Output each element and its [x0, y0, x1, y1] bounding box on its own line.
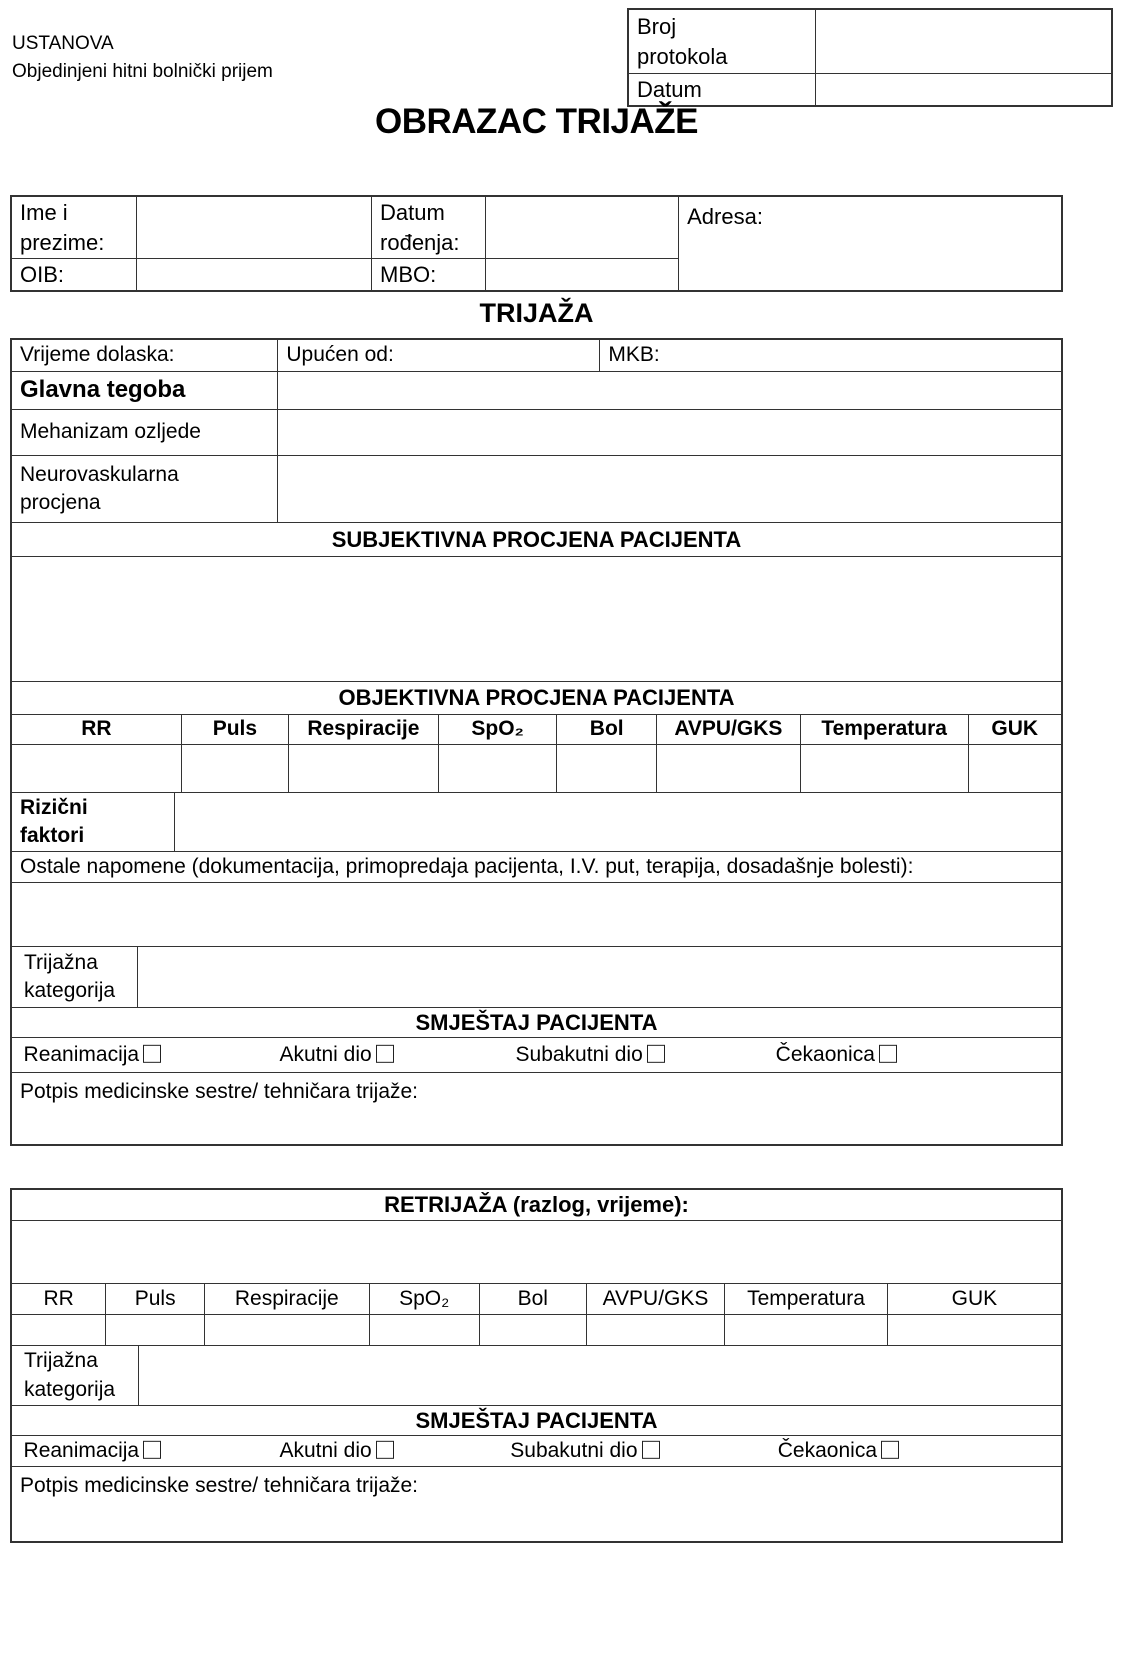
- referred-from-label: Upućen od:: [286, 343, 394, 367]
- arrival-time-label: Vrijeme dolaska:: [20, 343, 175, 367]
- triage-category-label: Trijažna kategorija: [24, 950, 116, 1002]
- injury-mechanism-label: Mehanizam ozljede: [20, 420, 201, 444]
- placement-option-label: Reanimacija: [23, 1042, 140, 1066]
- signature-label: Potpis medicinske sestre/ tehničara trijaže:: [20, 1080, 419, 1103]
- vitals-header-avpu-gks: AVPU/GKS: [656, 715, 800, 744]
- patient-name-label: Ime i prezime:: [20, 199, 105, 255]
- patient-dob-label-cell: [371, 197, 485, 258]
- other-notes-input[interactable]: [12, 883, 1061, 946]
- retriage-section-title: RETRIJAŽA (razlog, vrijeme):: [384, 1192, 689, 1218]
- placement-option-label: Subakutni dio: [515, 1042, 643, 1066]
- retriage-vitals-input-bol[interactable]: [479, 1315, 586, 1345]
- mkb-label: MKB:: [608, 343, 660, 367]
- patient-oib-label-cell: [12, 259, 136, 290]
- retriage-placement-option-subakutni-dio[interactable]: [510, 1437, 659, 1465]
- triage-section-title: TRIJAŽA: [479, 298, 594, 328]
- retriage-category-label: Trijažna kategorija: [24, 1349, 116, 1401]
- vitals-header-row: [12, 714, 1061, 744]
- retriage-vitals-header-rr: RR: [43, 1286, 74, 1310]
- injury-mechanism-label-cell: [12, 410, 277, 455]
- retriage-placement-option-akutni-dio[interactable]: [279, 1437, 393, 1465]
- placement-option-akutni-dio[interactable]: [279, 1041, 393, 1069]
- retriage-vitals-header-row: [12, 1283, 1061, 1314]
- neurovascular-input[interactable]: [277, 456, 1061, 522]
- triage-category-input[interactable]: [137, 947, 1061, 1007]
- patient-left-block: [12, 197, 678, 290]
- vitals-input-respiracije[interactable]: [288, 745, 438, 792]
- protocol-table: [627, 8, 1113, 107]
- retriage-vitals-header-temperatura: Temperatura: [724, 1284, 887, 1314]
- injury-mechanism-input[interactable]: [277, 410, 1061, 455]
- checkbox-icon[interactable]: [143, 1441, 161, 1459]
- patient-name-input[interactable]: [136, 197, 371, 258]
- retriage-vitals-header-guk: GUK: [887, 1284, 1061, 1314]
- placement-option-label: Akutni dio: [279, 1438, 372, 1462]
- retriage-signature-label: Potpis medicinske sestre/ tehničara trijaže:: [20, 1474, 419, 1497]
- form-title: OBRAZAC TRIJAŽE: [374, 102, 699, 141]
- organisation-block: [12, 30, 273, 86]
- protocol-number-input[interactable]: [815, 10, 1111, 73]
- checkbox-icon[interactable]: [647, 1045, 665, 1063]
- main-complaint-input[interactable]: [277, 372, 1061, 409]
- vitals-header-respiracije: Respiracije: [288, 715, 438, 744]
- neurovascular-label-cell: [12, 456, 277, 522]
- retriage-vitals-input-avpu-gks[interactable]: [586, 1315, 724, 1345]
- protocol-number-row: [629, 10, 1111, 73]
- subjective-section-title: SUBJEKTIVNA PROCJENA PACIJENTA: [331, 526, 742, 552]
- checkbox-icon[interactable]: [376, 1441, 394, 1459]
- vitals-header-temperatura: Temperatura: [800, 715, 968, 744]
- vitals-input-guk[interactable]: [968, 745, 1061, 792]
- retriage-vitals-header-spo2: SpO₂: [369, 1284, 479, 1314]
- vitals-input-puls[interactable]: [181, 745, 288, 792]
- retriage-placement-section-header: [12, 1406, 1061, 1435]
- vitals-header-puls: Puls: [181, 715, 288, 744]
- checkbox-icon[interactable]: [376, 1045, 394, 1063]
- vitals-input-bol[interactable]: [556, 745, 656, 792]
- retriage-vitals-header-bol: Bol: [479, 1284, 586, 1314]
- retriage-vitals-header-respiracije: Respiracije: [204, 1284, 369, 1314]
- protocol-number-label-cell: [629, 10, 815, 73]
- patient-mbo-input[interactable]: [485, 259, 678, 290]
- placement-option-label: Akutni dio: [279, 1042, 372, 1066]
- checkbox-icon[interactable]: [143, 1045, 161, 1063]
- vitals-input-rr[interactable]: [12, 745, 181, 792]
- patient-oib-input[interactable]: [136, 259, 371, 290]
- checkbox-icon[interactable]: [642, 1441, 660, 1459]
- objective-section-title: OBJEKTIVNA PROCJENA PACIJENTA: [338, 685, 735, 711]
- main-complaint-label: Glavna tegoba: [20, 376, 186, 404]
- retriage-vitals-input-guk[interactable]: [887, 1315, 1061, 1345]
- patient-name-label-cell: [12, 197, 136, 258]
- organisation-name: USTANOVA: [12, 33, 114, 54]
- protocol-number-label: Broj protokola: [637, 13, 728, 69]
- arrival-time-cell[interactable]: [12, 340, 277, 371]
- vitals-input-avpu-gks[interactable]: [656, 745, 800, 792]
- patient-oib-label: OIB:: [20, 261, 65, 287]
- triage-category-label-cell: [12, 947, 137, 1007]
- vitals-value-row: [12, 744, 1061, 792]
- retriage-category-input[interactable]: [138, 1346, 1061, 1405]
- placement-section-title: SMJEŠTAJ PACIJENTA: [415, 1009, 658, 1035]
- retriage-table: [10, 1188, 1063, 1543]
- vitals-input-spo2[interactable]: [438, 745, 557, 792]
- placement-option-label: Čekaonica: [777, 1438, 877, 1462]
- placement-option-reanimacija[interactable]: [24, 1041, 162, 1069]
- retriage-signature-input[interactable]: [12, 1467, 1061, 1541]
- retriage-vitals-header-avpu-gks: AVPU/GKS: [586, 1284, 724, 1314]
- other-notes-label: Ostale napomene (dokumentacija, primopredaja pacijenta, I.V. put, terapija, dosadašnje bolesti):: [20, 854, 914, 878]
- vitals-header-bol: Bol: [556, 715, 656, 744]
- protocol-date-label-cell: [629, 74, 815, 105]
- retriage-vitals-value-row: [12, 1314, 1061, 1345]
- retriage-vitals-input-spo2[interactable]: [369, 1315, 479, 1345]
- retriage-category-label-cell: [12, 1346, 138, 1405]
- retriage-placement-options-row: [12, 1436, 1061, 1466]
- retriage-placement-option-reanimacija[interactable]: [24, 1437, 162, 1465]
- retriage-vitals-input-rr[interactable]: [12, 1315, 105, 1345]
- retriage-vitals-input-respiracije[interactable]: [204, 1315, 369, 1345]
- signature-input[interactable]: [12, 1073, 1061, 1144]
- vitals-input-temperatura[interactable]: [800, 745, 968, 792]
- retriage-reason-input[interactable]: [12, 1221, 1061, 1283]
- other-notes-label-cell: [12, 852, 1061, 882]
- placement-section-header: [12, 1008, 1061, 1037]
- triage-table: [10, 338, 1063, 1146]
- patient-mbo-label-cell: [371, 259, 485, 290]
- subjective-section-header: [12, 523, 1061, 556]
- vitals-header-spo2: SpO₂: [438, 715, 557, 744]
- placement-options-row: [12, 1038, 1061, 1072]
- objective-section-header: [12, 682, 1061, 714]
- protocol-date-label: Datum: [637, 76, 702, 102]
- main-complaint-label-cell: [12, 372, 277, 409]
- mkb-cell[interactable]: [599, 340, 1061, 371]
- vitals-header-rr: RR: [81, 717, 112, 741]
- placement-option-cekaonica[interactable]: [776, 1041, 897, 1069]
- organisation-department: Objedinjeni hitni bolnički prijem: [12, 61, 273, 82]
- placement-option-label: Subakutni dio: [510, 1438, 638, 1462]
- retriage-section-header: [12, 1190, 1061, 1220]
- patient-mbo-label: MBO:: [380, 261, 437, 287]
- retriage-placement-section-title: SMJEŠTAJ PACIJENTA: [415, 1407, 658, 1433]
- protocol-date-input[interactable]: [815, 74, 1111, 105]
- vitals-header-guk: GUK: [968, 715, 1061, 744]
- patient-address-input[interactable]: [678, 197, 1061, 290]
- referred-from-cell[interactable]: [277, 340, 599, 371]
- retriage-placement-option-cekaonica[interactable]: [778, 1437, 899, 1465]
- checkbox-icon[interactable]: [879, 1045, 897, 1063]
- retriage-vitals-header-puls: Puls: [105, 1284, 204, 1314]
- neurovascular-label: Neurovaskularna procjena: [20, 462, 179, 514]
- patient-dob-input[interactable]: [485, 197, 678, 258]
- risk-factors-input[interactable]: [174, 793, 1061, 851]
- subjective-notes-input[interactable]: [12, 557, 1061, 681]
- risk-factors-label-cell: [12, 793, 174, 851]
- checkbox-icon[interactable]: [881, 1441, 899, 1459]
- placement-option-label: Reanimacija: [23, 1438, 140, 1462]
- retriage-vitals-input-temperatura[interactable]: [724, 1315, 887, 1345]
- patient-table: [10, 195, 1063, 292]
- protocol-date-row: [629, 73, 1111, 105]
- placement-option-label: Čekaonica: [775, 1042, 875, 1066]
- placement-option-subakutni-dio[interactable]: [516, 1041, 665, 1069]
- patient-dob-label: Datum rođenja:: [380, 199, 460, 255]
- patient-address-label: Adresa:: [687, 204, 763, 229]
- risk-factors-label: Rizični faktori: [20, 795, 88, 847]
- retriage-vitals-input-puls[interactable]: [105, 1315, 204, 1345]
